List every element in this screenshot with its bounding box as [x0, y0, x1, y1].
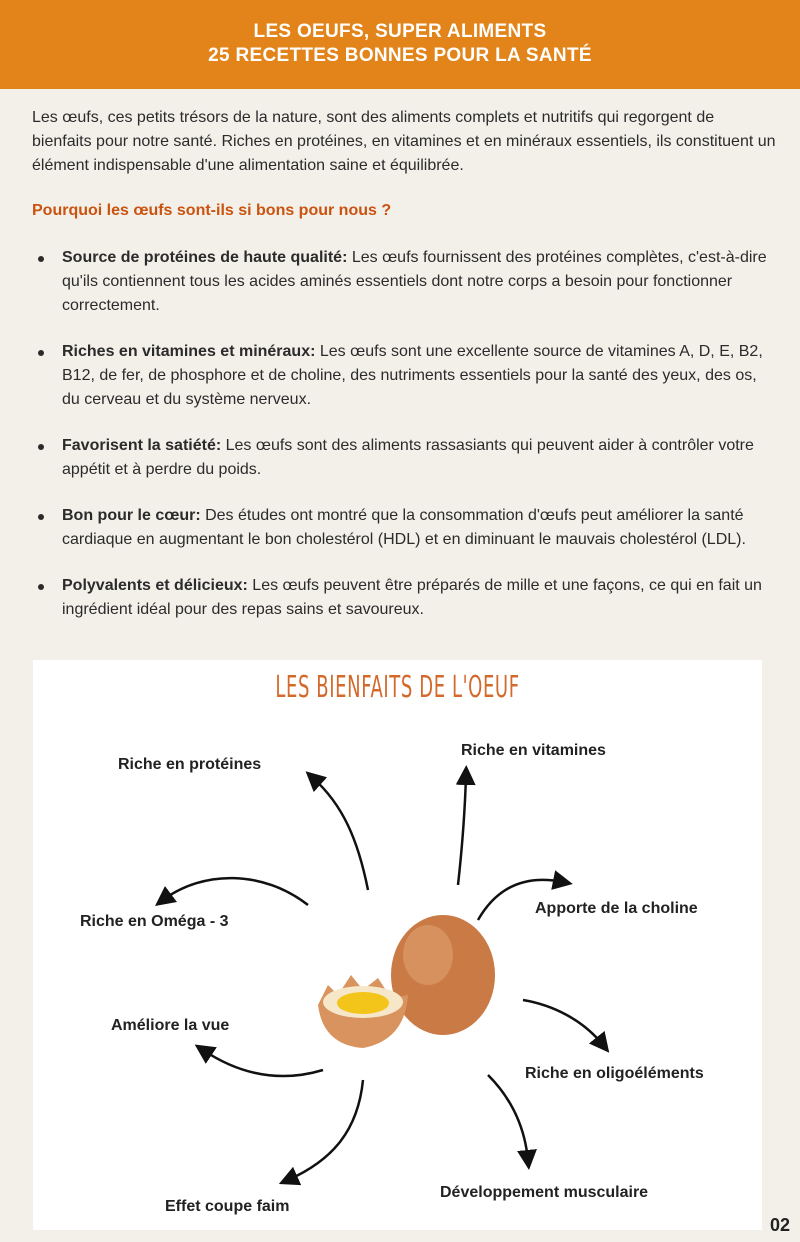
list-item: Bon pour le cœur: Des études ont montré que la consommation d'œufs peut améliorer la santé cardiaque en augmentant le bon cholestérol (HDL) et en diminuant le mauvais cholestérol (LDL). — [32, 504, 777, 552]
header-title-line2: 25 RECETTES BONNES POUR LA SANTÉ — [208, 45, 592, 66]
arrow — [523, 1000, 603, 1045]
arrow — [288, 1080, 363, 1180]
page-header — [0, 0, 800, 89]
arrow — [488, 1075, 528, 1160]
label-vue: Améliore la vue — [111, 1017, 230, 1034]
intro-paragraph: Les œufs, ces petits trésors de la nature, sont des aliments complets et nutritifs qui regorgent de bienfaits pour notre santé. Riches en protéines, en vitamines et en minéraux essentiels, ils constituent un élément indispensable d'une alimentation saine et équilibrée. — [32, 109, 776, 174]
infographic-title: LES BIENFAITS DE L'OEUF — [275, 670, 520, 705]
label-musculaire: Développement musculaire — [440, 1184, 649, 1201]
list-item: Polyvalents et délicieux: Les œufs peuvent être préparés de mille et une façons, ce qui en fait un ingrédient idéal pour des repas sains et savoureux. — [32, 574, 777, 622]
arrow — [163, 878, 308, 905]
label-omega3: Riche en Oméga - 3 — [80, 913, 229, 930]
arrow — [203, 1050, 323, 1076]
list-item: Riches en vitamines et minéraux: Les œufs sont une excellente source de vitamines A, D, E, B2, B12, de fer, de phosphore et de choline, des nutriments essentiels pour la santé des yeux, des os, du cerveau et du système nerveux. — [32, 340, 777, 412]
label-choline: Apporte de la choline — [535, 900, 698, 917]
label-proteines: Riche en protéines — [118, 756, 262, 773]
list-item: Source de protéines de haute qualité: Les œufs fournissent des protéines complètes, c'est-à-dire qu'ils contiennent tous les acides aminés essentiels dont notre corps a besoin pour fonctionner correctement. — [32, 246, 777, 318]
egg-benefits-infographic — [33, 660, 762, 1230]
label-oligoelements: Riche en oligoéléments — [525, 1065, 704, 1082]
benefits-list — [32, 246, 777, 644]
egg-yolk — [337, 992, 389, 1014]
label-coupe-faim: Effet coupe faim — [165, 1198, 290, 1215]
arrow — [313, 778, 368, 890]
arrows-and-egg — [33, 660, 762, 1230]
list-item: Favorisent la satiété: Les œufs sont des aliments rassasiants qui peuvent aider à contrôler votre appétit et à perdre du poids. — [32, 434, 777, 482]
section-subtitle: Pourquoi les œufs sont-ils si bons pour nous ? — [32, 202, 392, 219]
arrow — [458, 775, 466, 885]
header-title-line1: LES OEUFS, SUPER ALIMENTS — [253, 21, 547, 42]
page-number: 02 — [769, 1215, 790, 1235]
label-vitamines: Riche en vitamines — [461, 742, 606, 759]
